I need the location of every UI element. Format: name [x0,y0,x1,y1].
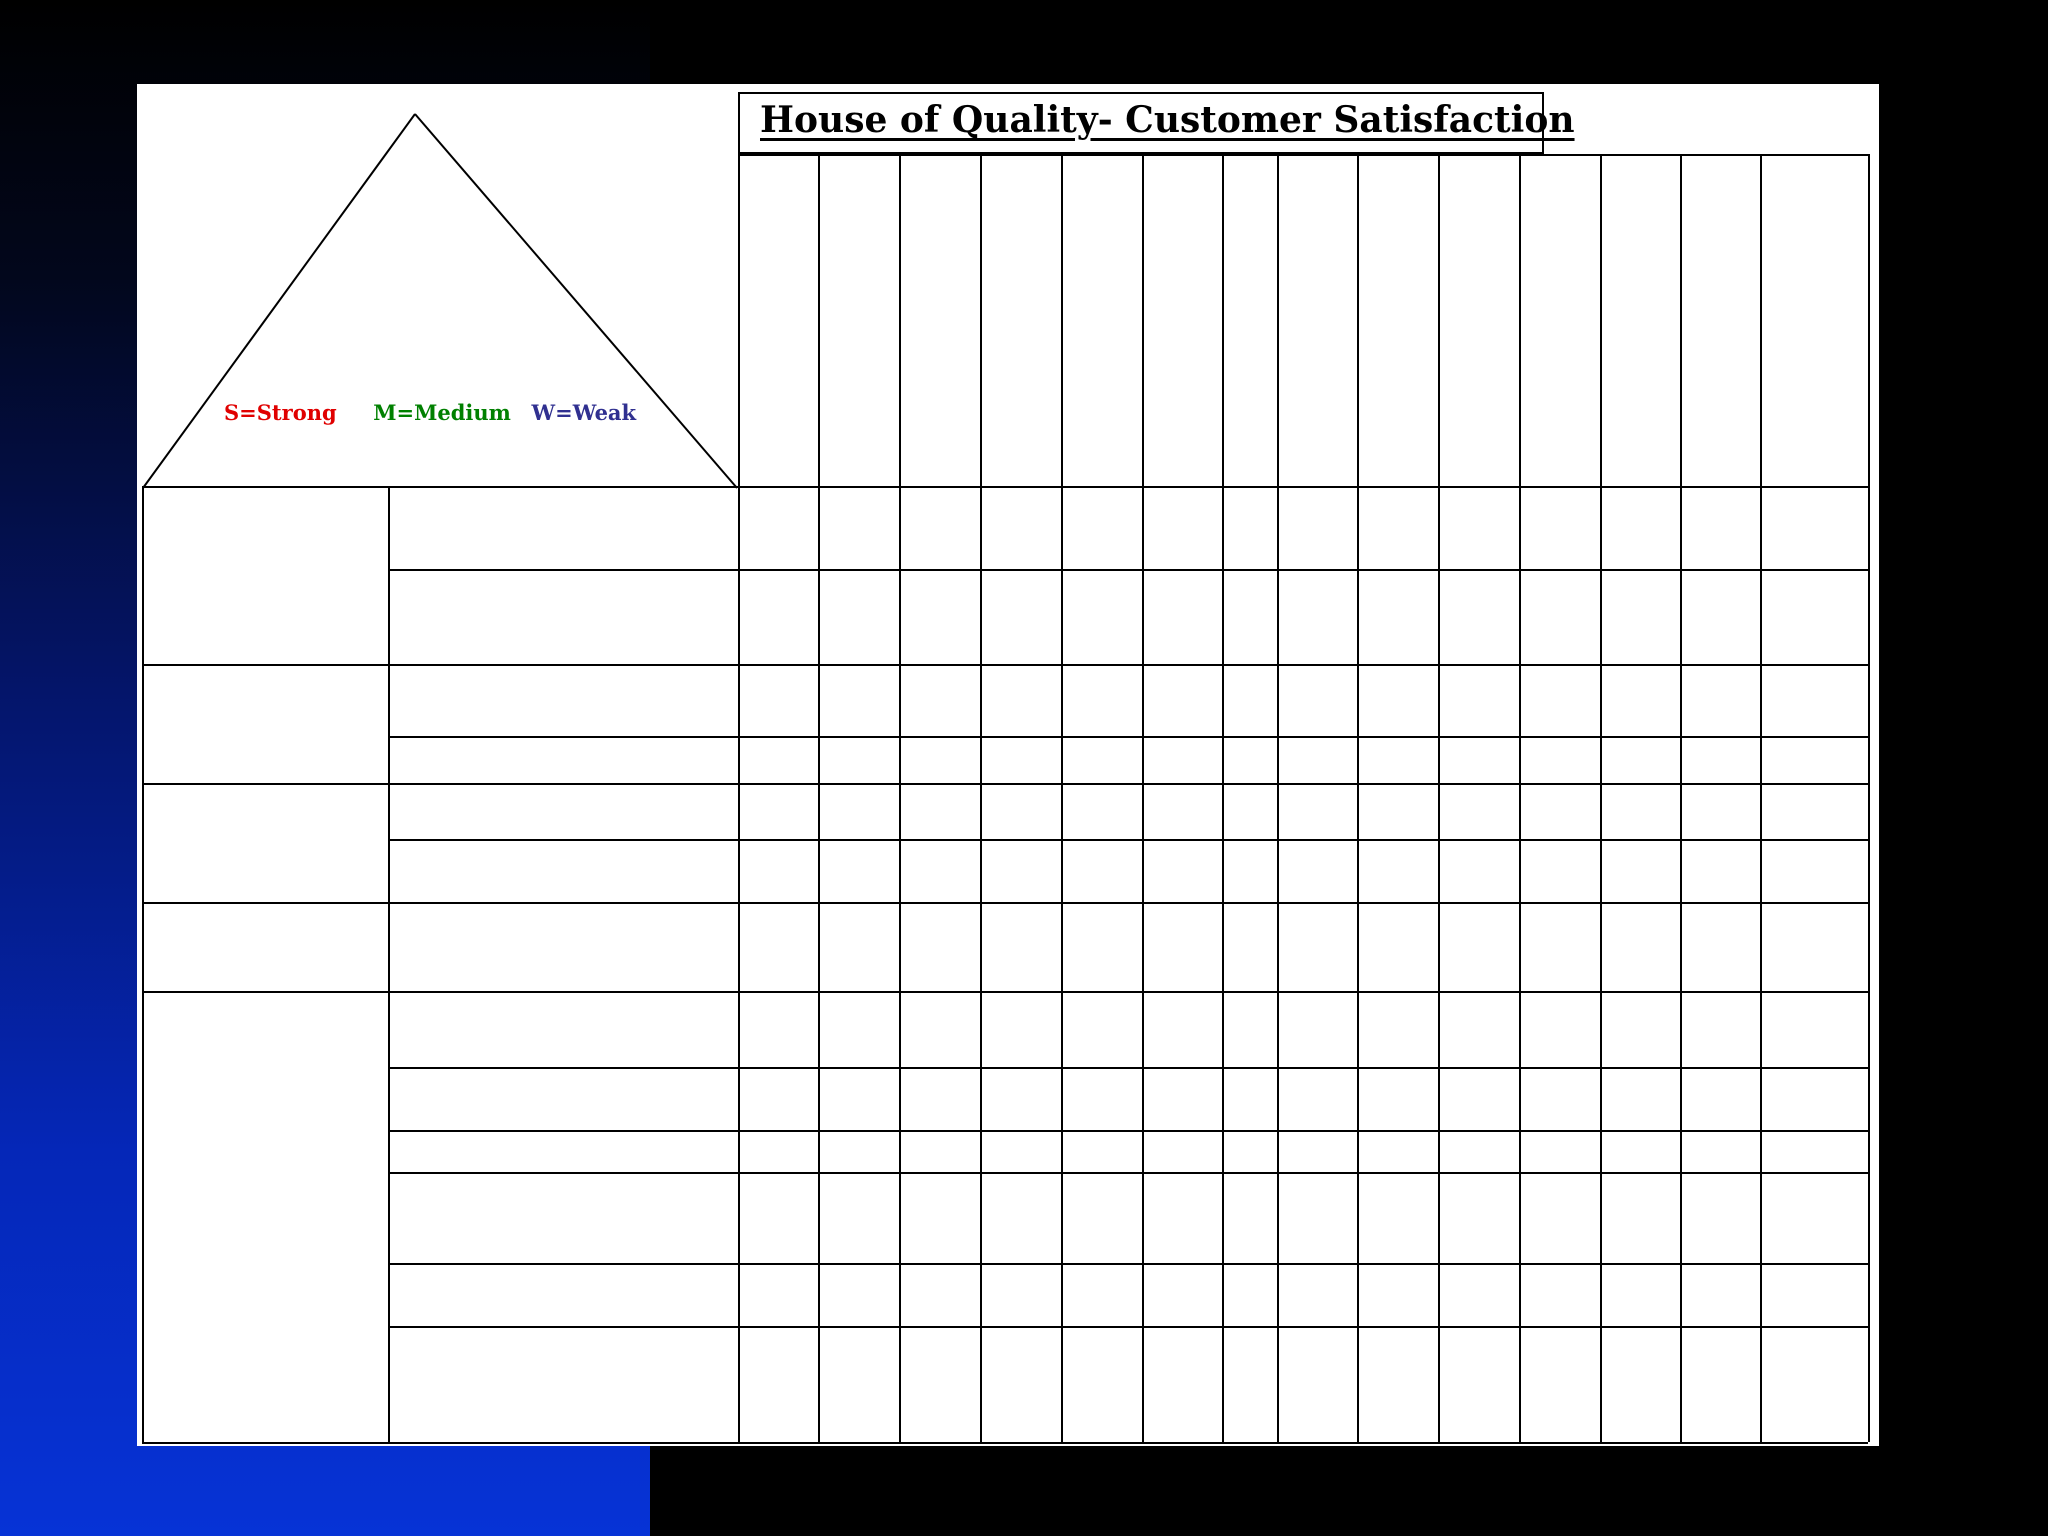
row-divider [388,1263,1868,1265]
column-divider [1680,154,1682,1442]
column-divider [1868,154,1870,1442]
row-divider [388,736,1868,738]
legend-weak: W=Weak [531,400,637,425]
row-divider [142,783,1868,785]
row-divider [388,1067,1868,1069]
column-divider [1061,154,1063,1442]
row-divider [388,1326,1868,1328]
column-divider [1600,154,1602,1442]
row-divider [388,839,1868,841]
column-divider [738,154,740,1442]
page-title: House of Quality- Customer Satisfaction [760,99,1575,141]
row-divider [142,664,1868,666]
column-divider [818,154,820,1442]
row-divider [388,1130,1868,1132]
group-divider [388,486,390,1442]
row-divider [388,569,1868,571]
table-left-border [142,486,144,1442]
column-divider [899,154,901,1442]
header-top-line [738,154,1868,156]
row-divider [142,991,1868,993]
legend-medium: M=Medium [373,400,511,425]
legend-strong: S=Strong [224,400,337,425]
row-divider [142,902,1868,904]
column-divider [1438,154,1440,1442]
row-divider [142,1442,1868,1444]
legend [224,400,636,425]
background-black-band [650,1440,2048,1536]
column-divider [1519,154,1521,1442]
column-divider [1277,154,1279,1442]
column-divider [1760,154,1762,1442]
header-bottom-line [142,486,1868,488]
column-divider [980,154,982,1442]
row-divider [388,1172,1868,1174]
column-divider [1142,154,1144,1442]
column-divider [1357,154,1359,1442]
column-divider [1222,154,1224,1442]
roof-triangle [137,84,757,504]
